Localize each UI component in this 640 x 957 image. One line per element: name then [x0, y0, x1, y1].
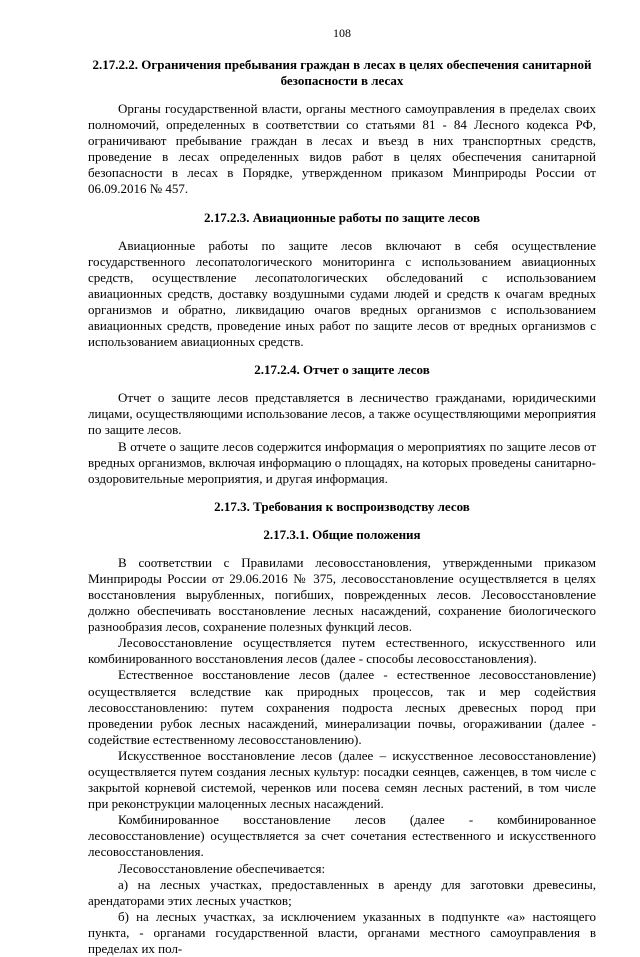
section-sanitary-restrictions	[88, 57, 596, 198]
section-heading: 2.17.2.4. Отчет о защите лесов	[254, 362, 430, 378]
section-heading: 2.17.3. Требования к воспроизводству лесов	[214, 498, 470, 514]
paragraph: В соответствии с Правилами лесовосстановления, утвержденными приказом Минприроды России от 29.06.2016 № 375, лесовосстановление осуществляется в целях восстановления вырубленных, погибших, поврежденных лесов. Лесовосстановление должно обеспечивать восстановление лесных насаждений, сохранение биологического разнообразия лесов, сохранение полезных функций лесов.	[88, 554, 596, 635]
paragraph: Отчет о защите лесов представляется в лесничество гражданами, юридическими лицами, осуществляющими использование лесов, а также осуществляющими мероприятия по защите лесов.	[88, 390, 596, 438]
paragraph: Комбинированное восстановление лесов (далее - комбинированное лесовосстановление) осуществляется за счет сочетания естественного и искусственного лесовосстановления.	[88, 812, 596, 860]
paragraph: Искусственное восстановление лесов (далее – искусственное лесовосстановление) осуществляется путем создания лесных культур: посадки сеянцев, саженцев, в том числе с закрытой корневой системой, черенков или посева семян лесных растений, в том числе при реконструкции малоценных лесных насаждений.	[88, 747, 596, 812]
list-item: б) на лесных участках, за исключением указанных в подпункте «а» настоящего пункта, - органами государственной власти, органами местного самоуправления в пределах их пол-	[88, 908, 596, 957]
paragraph: Лесовосстановление осуществляется путем естественного, искусственного или комбинированного восстановления лесов (далее - способы лесовосстановления).	[88, 635, 596, 667]
list-item: а) на лесных участках, предоставленных в аренду для заготовки древесины, арендаторами этих лесных участков;	[88, 876, 596, 908]
paragraph: Лесовосстановление обеспечивается:	[118, 860, 326, 876]
section-reproduction-requirements	[88, 499, 596, 957]
paragraph: Органы государственной власти, органы местного самоуправления в пределах своих полномочий, определенных в соответствии со статьями 81 - 84 Лесного кодекса РФ, ограничивают пребывание граждан в лесах и въезд в них транспортных средств, проведение в лесах определенных видов работ в целях обеспечения санитарной безопасности в лесах в Порядке, утвержденном приказом Минприроды России от 06.09.2016 № 457.	[88, 101, 596, 197]
section-forest-protection-report	[88, 362, 596, 487]
paragraph: Естественное восстановление лесов (далее - естественное лесовосстановление) осуществляется вследствие как природных процессов, так и мер содействия лесовосстановлению: путем сохранения подроста лесных древесных пород при проведении рубок лесных насаждений, минерализации почвы, огораживании (далее - содействие естественному лесовосстановлению).	[88, 667, 596, 747]
section-aviation-works	[88, 210, 596, 351]
paragraph: В отчете о защите лесов содержится информация о мероприятиях по защите лесов от вредных организмов, включая информацию о площадях, на которых проведены санитарно-оздоровительные мероприятия, и другая информация.	[88, 438, 596, 486]
paragraph: Авиационные работы по защите лесов включают в себя осуществление государственного лесопатологического мониторинга с использованием авиационных средств, осуществление лесопатологических обследований с использованием авиационных средств, доставку воздушными судами людей и средств к очагам вредных организмов и обратно, ликвидацию очагов вредных организмов с использованием авиационных средств, проведение иных работ по защите лесов от вредных организмов с использованием авиационных средств.	[88, 237, 596, 350]
section-heading: 2.17.2.2. Ограничения пребывания граждан в лесах в целях обеспечения санитарной безопасности в лесах	[92, 57, 592, 88]
page-number: 108	[333, 26, 351, 40]
subsection-heading: 2.17.3.1. Общие положения	[263, 526, 421, 542]
section-heading: 2.17.2.3. Авиационные работы по защите лесов	[204, 209, 480, 225]
